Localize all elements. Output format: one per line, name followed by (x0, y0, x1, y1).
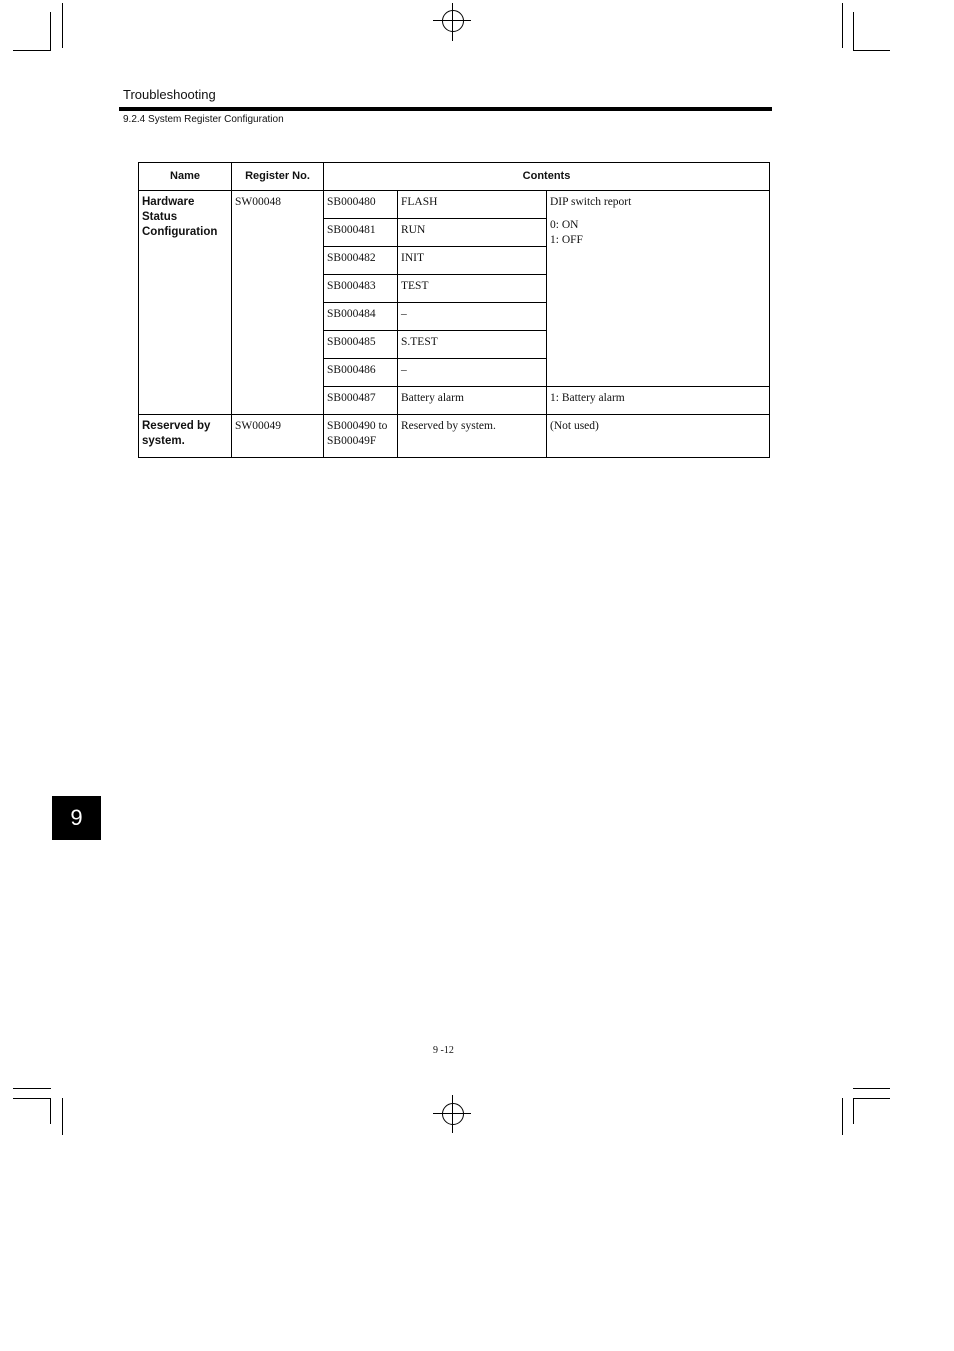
registration-circle-top (442, 10, 464, 32)
bit-label-cell: INIT (398, 247, 547, 275)
column-header-contents: Contents (324, 163, 770, 191)
battery-description-cell: 1: Battery alarm (547, 387, 770, 415)
system-register-table (138, 162, 770, 458)
bit-cell: SB000485 (324, 331, 398, 359)
crop-mark-top-left-v (62, 3, 63, 48)
crop-mark-top-left-h (13, 50, 51, 51)
dip-title: DIP switch report (550, 196, 632, 208)
chapter-tab: 9 (52, 796, 101, 840)
crop-mark-top-left-v2 (50, 12, 51, 50)
name-cell (139, 191, 232, 415)
crop-mark-top-right-v (842, 3, 843, 48)
bit-label-cell: – (398, 303, 547, 331)
name-line: Hardware (142, 196, 195, 208)
name-line: system. (142, 435, 185, 447)
name-line: Configuration (142, 226, 218, 238)
crop-mark-bottom-right-h (853, 1088, 890, 1089)
register-cell: SW00048 (232, 191, 324, 415)
crop-mark-bottom-right-h2 (853, 1098, 890, 1099)
dip-on: 0: ON (550, 219, 579, 231)
header-rule (119, 107, 772, 111)
column-header-name: Name (139, 163, 232, 191)
description-cell: (Not used) (547, 415, 770, 458)
bit-range-line: SB000490 to (327, 420, 388, 432)
bit-label-cell: S.TEST (398, 331, 547, 359)
bit-cell: SB000481 (324, 219, 398, 247)
page-number: 9 -12 (433, 1045, 454, 1056)
dip-off: 1: OFF (550, 234, 583, 246)
name-cell (139, 415, 232, 458)
bit-label-cell: RUN (398, 219, 547, 247)
registration-cross-top-v (452, 3, 453, 41)
bit-cell: SB000480 (324, 191, 398, 219)
table-row (139, 415, 770, 458)
section-label: 9.2.4 System Register Configuration (123, 114, 284, 125)
table-row (139, 191, 770, 219)
name-line: Status (142, 211, 178, 223)
dip-gap (550, 210, 766, 218)
bit-range-cell (324, 415, 398, 458)
crop-mark-top-right-v2 (853, 12, 854, 50)
table-header-row (139, 163, 770, 191)
bit-label-cell: – (398, 359, 547, 387)
bit-label-cell: Reserved by system. (398, 415, 547, 458)
bit-cell: SB000484 (324, 303, 398, 331)
bit-label-cell: FLASH (398, 191, 547, 219)
column-header-register: Register No. (232, 163, 324, 191)
crop-mark-bottom-right-v (842, 1098, 843, 1135)
bit-cell: SB000482 (324, 247, 398, 275)
registration-circle-bottom (442, 1103, 464, 1125)
crop-mark-bottom-left-h2 (13, 1098, 51, 1099)
crop-mark-bottom-left-h (13, 1088, 51, 1089)
dip-description-cell (547, 191, 770, 387)
bit-label-cell: TEST (398, 275, 547, 303)
page-header-title: Troubleshooting (123, 87, 216, 102)
bit-range-line: SB00049F (327, 435, 377, 447)
bit-cell: SB000487 (324, 387, 398, 415)
bit-label-cell: Battery alarm (398, 387, 547, 415)
name-line: Reserved by (142, 420, 211, 432)
crop-mark-bottom-right-v2 (853, 1098, 854, 1124)
crop-mark-bottom-left-v (62, 1098, 63, 1135)
crop-mark-bottom-left-v2 (50, 1098, 51, 1124)
bit-cell: SB000483 (324, 275, 398, 303)
crop-mark-top-right-h (853, 50, 890, 51)
bit-cell: SB000486 (324, 359, 398, 387)
registration-cross-bottom-v (452, 1095, 453, 1133)
register-cell: SW00049 (232, 415, 324, 458)
